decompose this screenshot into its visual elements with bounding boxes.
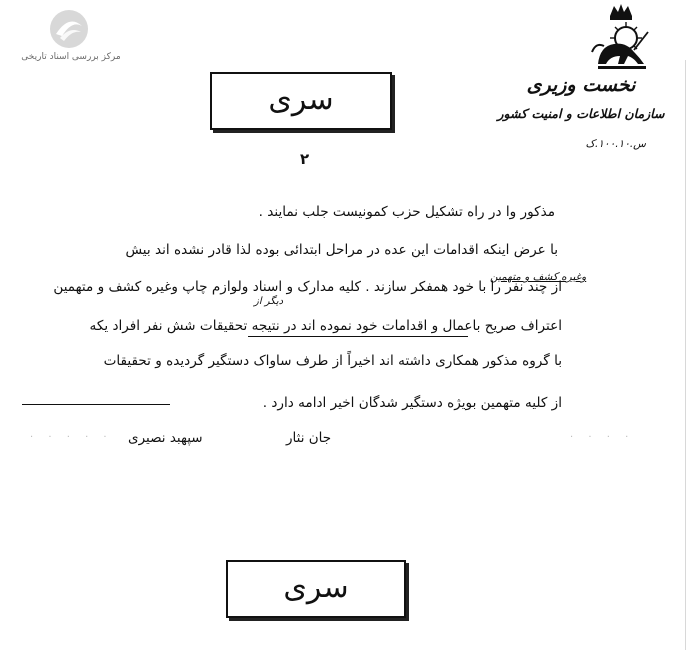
watermark-text: مرکز بررسی اسناد تاریخی: [21, 52, 121, 62]
watermark: [10, 8, 130, 70]
organization-name: سازمان اطلاعات و امنیت کشور: [497, 106, 665, 121]
body-line-3: از چند نفر را با خود همفکر سازند . کلیه مدارک و اسناد ولوازم چاپ وغیره کشف و متهمین: [53, 279, 562, 295]
ministry-title: نخست وزیری: [526, 74, 636, 96]
lion-and-sun-emblem-icon: [588, 2, 654, 74]
archive-logo-icon: [48, 8, 90, 50]
handwritten-insertion: دیگر از: [254, 296, 284, 307]
body-line-1: مذکور وا در راه تشکیل حزب کمونیست جلب نمایند .: [258, 204, 555, 220]
signature-name: سپهبد نصیری: [128, 430, 203, 446]
handwritten-margin-note: وغیره کشف و متهمین: [490, 271, 587, 283]
show-through-text-right: · · · ·: [570, 432, 635, 443]
body-line-2: با عرض اینکه اقدامات این عده در مراحل ابتدائی بوده لذا قادر نشده اند بیش: [125, 242, 558, 258]
page-number: ۲: [300, 150, 310, 168]
secret-stamp-bottom: [226, 560, 406, 618]
secret-stamp-bottom-text: سری: [283, 570, 349, 605]
show-through-text-left: · · · · ·: [30, 432, 113, 443]
handwritten-underline: [248, 336, 468, 337]
secret-stamp-top: [210, 72, 392, 130]
closing-rule: [22, 404, 170, 405]
body-line-5: با گروه مذکور همکاری داشته اند اخیراً از طرف ساواک دستگیر گردیده و تحقیقات: [103, 353, 562, 369]
reference-number: س.۱۰۰.۱۰.ک: [585, 138, 646, 150]
body-line-6: از کلیه متهمین بویژه دستگیر شدگان اخیر ادامه دارد .: [262, 395, 562, 411]
scan-edge: [685, 60, 686, 650]
secret-stamp-top-text: سری: [268, 82, 334, 117]
signature-closing: جان نثار: [286, 430, 332, 446]
body-line-4: اعتراف صریح باعمال و اقدامات خود نموده اند در نتیجه تحقیقات شش نفر افراد یکه: [89, 318, 562, 334]
